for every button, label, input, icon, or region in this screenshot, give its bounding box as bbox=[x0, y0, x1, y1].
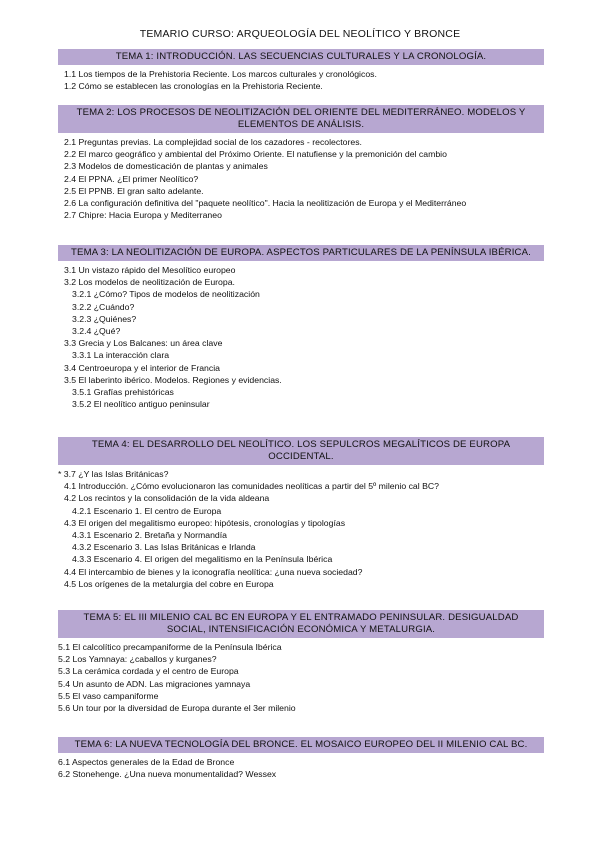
list-item: 1.2 Cómo se establecen las cronologías en la Prehistoria Reciente. bbox=[64, 81, 323, 92]
section-tema-1 bbox=[58, 49, 544, 92]
list-item: 4.3.1 Escenario 2. Bretaña y Normandía bbox=[72, 530, 228, 541]
list-item: 2.2 El marco geográfico y ambiental del Próximo Oriente. El natufiense y la premonición del cambio bbox=[64, 149, 447, 160]
section-tema-4 bbox=[58, 437, 544, 590]
item-list bbox=[58, 136, 544, 221]
list-item: 4.5 Los orígenes de la metalurgia del cobre en Europa bbox=[64, 578, 274, 589]
list-item: 3.4 Centroeuropa y el interior de Francia bbox=[64, 362, 220, 373]
list-item: 3.2.3 ¿Quiénes? bbox=[72, 313, 137, 324]
section-tema-6 bbox=[58, 737, 544, 780]
section-header: TEMA 6: LA NUEVA TECNOLOGÍA DEL BRONCE. EL MOSAICO EUROPEO DEL II MILENIO CAL BC. bbox=[58, 737, 544, 753]
list-item: 4.3 El origen del megalitismo europeo: hipótesis, cronologías y tipologías bbox=[64, 517, 346, 528]
item-list bbox=[58, 756, 544, 780]
list-item: 6.2 Stonehenge. ¿Una nueva monumentalidad? Wessex bbox=[58, 769, 277, 780]
list-item: 2.3 Modelos de domesticación de plantas y animales bbox=[64, 161, 268, 172]
page-title: TEMARIO CURSO: ARQUEOLOGÍA DEL NEOLÍTICO Y BRONCE bbox=[139, 28, 461, 40]
list-item: 4.4 El intercambio de bienes y la iconografía neolítica: ¿una nueva sociedad? bbox=[64, 566, 363, 577]
section-header: TEMA 2: LOS PROCESOS DE NEOLITIZACIÓN DEL ORIENTE DEL MEDITERRÁNEO. MODELOS Y ELEMENTOS DE ANÁLISIS. bbox=[58, 105, 544, 133]
section-header: TEMA 1: INTRODUCCIÓN. LAS SECUENCIAS CULTURALES Y LA CRONOLOGÍA. bbox=[58, 49, 544, 65]
list-item: 2.7 Chipre: Hacia Europa y Mediterraneo bbox=[64, 210, 222, 221]
section-header: TEMA 3: LA NEOLITIZACIÓN DE EUROPA. ASPECTOS PARTICULARES DE LA PENÍNSULA IBÉRICA. bbox=[58, 245, 544, 261]
list-item: 3.1 Un vistazo rápido del Mesolítico europeo bbox=[64, 265, 236, 275]
list-item: 5.6 Un tour por la diversidad de Europa durante el 3er milenio bbox=[58, 703, 296, 714]
item-list bbox=[58, 264, 544, 410]
list-item: 3.5.1 Grafías prehistóricas bbox=[72, 387, 174, 398]
list-item: 5.2 Los Yamnaya: ¿caballos y kurganes? bbox=[58, 654, 217, 665]
list-item: 1.1 Los tiempos de la Prehistoria Reciente. Los marcos culturales y cronológicos. bbox=[64, 69, 377, 79]
section-header: TEMA 5: EL III MILENIO CAL BC EN EUROPA Y EL ENTRAMADO PENINSULAR. DESIGUALDAD SOCIAL, INTENSIFICACIÓN ECONÓMICA Y METALURGIA. bbox=[58, 610, 544, 638]
section-tema-2 bbox=[58, 105, 544, 221]
list-item: 3.5.2 El neolítico antiguo peninsular bbox=[72, 399, 210, 410]
section-tema-3 bbox=[58, 245, 544, 410]
list-item: 4.2 Los recintos y la consolidación de la vida aldeana bbox=[64, 493, 270, 504]
list-item: 5.3 La cerámica cordada y el centro de Europa bbox=[58, 666, 239, 677]
list-item: 5.4 Un asunto de ADN. Las migraciones yamnaya bbox=[58, 678, 251, 689]
list-item: 3.2.2 ¿Cuándo? bbox=[72, 301, 135, 312]
list-item: 3.2.4 ¿Qué? bbox=[72, 326, 121, 337]
item-list bbox=[58, 641, 544, 714]
list-item: 5.1 El calcolítico precampaniforme de la Península Ibérica bbox=[58, 642, 282, 652]
list-item: 2.6 La configuración definitiva del "paquete neolítico". Hacia la neolitización de Europa y el Mediterráneo bbox=[64, 198, 467, 209]
item-list bbox=[58, 68, 544, 92]
list-item: 4.3.3 Escenario 4. El origen del megalitismo en la Península Ibérica bbox=[72, 554, 333, 565]
list-item: 3.3.1 La interacción clara bbox=[72, 350, 170, 361]
list-item: 2.1 Preguntas previas. La complejidad social de los cazadores - recolectores. bbox=[64, 137, 362, 147]
list-item: 3.2 Los modelos de neolitización de Europa. bbox=[64, 277, 235, 288]
list-item: 5.5 El vaso campaniforme bbox=[58, 690, 159, 701]
list-item: 4.3.2 Escenario 3. Las Islas Británicas e Irlanda bbox=[72, 542, 256, 553]
list-item: 4.1 Introducción. ¿Cómo evolucionaron las comunidades neolíticas a partir del 5º milenio cal BC? bbox=[64, 481, 440, 492]
section-header: TEMA 4: EL DESARROLLO DEL NEOLÍTICO. LOS SEPULCROS MEGALÍTICOS DE EUROPA OCCIDENTAL. bbox=[58, 437, 544, 465]
list-item: 6.1 Aspectos generales de la Edad de Bronce bbox=[58, 757, 235, 767]
list-item: * 3.7 ¿Y las Islas Británicas? bbox=[58, 469, 169, 479]
list-item: 3.5 El laberinto ibérico. Modelos. Regiones y evidencias. bbox=[64, 374, 282, 385]
list-item: 2.4 El PPNA. ¿El primer Neolítico? bbox=[64, 173, 199, 184]
list-item: 2.5 El PPNB. El gran salto adelante. bbox=[64, 185, 204, 196]
list-item: 4.2.1 Escenario 1. El centro de Europa bbox=[72, 505, 222, 516]
item-list bbox=[58, 468, 544, 590]
list-item: 3.3 Grecia y Los Balcanes: un área clave bbox=[64, 338, 223, 349]
list-item: 3.2.1 ¿Cómo? Tipos de modelos de neolitización bbox=[72, 289, 260, 300]
section-tema-5 bbox=[58, 610, 544, 714]
